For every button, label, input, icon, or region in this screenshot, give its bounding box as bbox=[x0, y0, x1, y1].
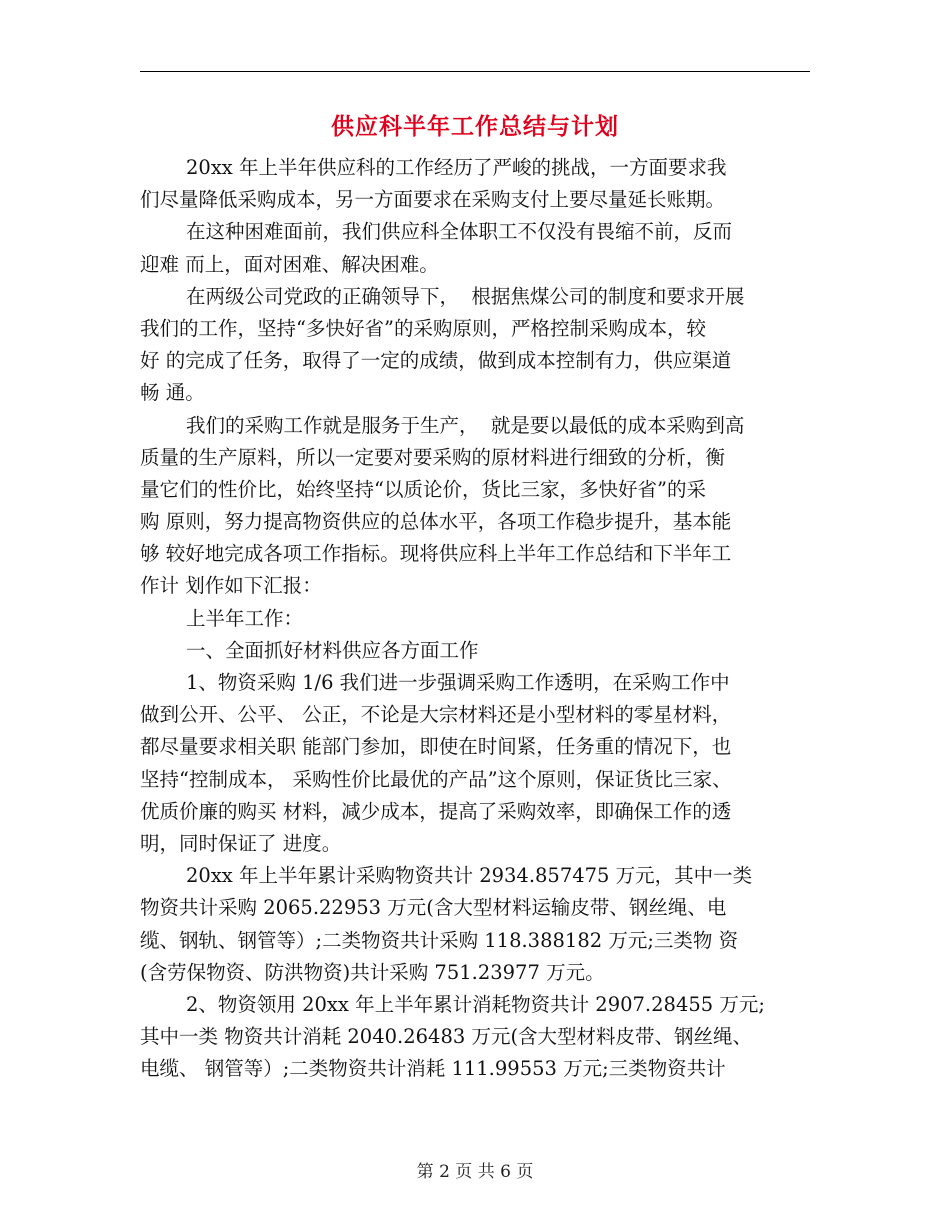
text-line: 20xx 年上半年累计采购物资共计 2934.857475 万元，其中一类 bbox=[186, 864, 753, 888]
text-line: 上半年工作： bbox=[186, 606, 304, 630]
text-line: 们尽量降低采购成本，另一方面要求在采购支付上要尽量延长账期。 bbox=[140, 188, 726, 212]
text-line: 做到公开、公平、 公正，不论是大宗材料还是小型材料的零星材料， bbox=[140, 703, 732, 727]
document-body bbox=[140, 152, 820, 1085]
text-line: 好 的完成了任务，取得了一定的成绩，做到成本控制有力，供应渠道 bbox=[140, 349, 732, 373]
text-line: 2、物资领用 20xx 年上半年累计消耗物资共计 2907.28455 万元; bbox=[186, 992, 765, 1016]
text-line: 坚持“控制成本， 采购性价比最优的产品”这个原则，保证货比三家、 bbox=[140, 767, 732, 791]
text-line: 我们的采购工作就是服务于生产， 就是要以最低的成本采购到高 bbox=[186, 413, 745, 437]
text-line: 明，同时保证了 进度。 bbox=[140, 831, 342, 855]
document-title: 供应科半年工作总结与计划 bbox=[331, 113, 619, 140]
text-line: 够 较好地完成各项工作指标。现将供应科上半年工作总结和下半年工 bbox=[140, 542, 732, 566]
text-line: 质量的生产原料，所以一定要对要采购的原材料进行细致的分析，衡 bbox=[140, 445, 726, 469]
text-line: 都尽量要求相关职 能部门参加，即使在时间紧，任务重的情况下，也 bbox=[140, 735, 732, 759]
text-line: 电缆、 钢管等）;二类物资共计消耗 111.99553 万元;三类物资共计 bbox=[140, 1057, 726, 1081]
page-number: 第 2 页 共 6 页 bbox=[416, 1162, 534, 1182]
text-line: 在两级公司党政的正确领导下， 根据焦煤公司的制度和要求开展 bbox=[186, 284, 745, 308]
text-line: 量它们的性价比，始终坚持“以质论价，货比三家，多快好省”的采 bbox=[140, 477, 706, 501]
text-line: (含劳保物资、防洪物资)共计采购 751.23977 万元。 bbox=[140, 960, 605, 984]
text-line: 20xx 年上半年供应科的工作经历了严峻的挑战，一方面要求我 bbox=[186, 156, 727, 179]
text-line: 我们的工作，坚持“多快好省”的采购原则，严格控制采购成本，较 bbox=[140, 316, 706, 340]
text-line: 在这种困难面前，我们供应科全体职工不仅没有畏缩不前，反而 bbox=[186, 220, 733, 244]
text-line: 物资共计采购 2065.22953 万元(含大型材料运输皮带、钢丝绳、电 bbox=[140, 896, 727, 920]
text-line: 其中一类 物资共计消耗 2040.26483 万元(含大型材料皮带、钢丝绳、 bbox=[140, 1025, 753, 1049]
text-line: 购 原则，努力提高物资供应的总体水平，各项工作稳步提升，基本能 bbox=[140, 510, 732, 534]
text-line: 畅 通。 bbox=[140, 381, 205, 405]
text-line: 迎难 而上，面对困难、解决困难。 bbox=[140, 252, 439, 276]
text-line: 1、物资采购 1/6 我们进一步强调采购工作透明，在采购工作中 bbox=[186, 671, 730, 694]
text-line: 缆、钢轨、钢管等）;二类物资共计采购 118.388182 万元;三类物 资 bbox=[140, 928, 739, 952]
text-line: 一、全面抓好材料供应各方面工作 bbox=[186, 638, 479, 662]
text-line: 优质价廉的购买 材料，减少成本，提高了采购效率，即确保工作的透 bbox=[140, 799, 732, 823]
header-rule bbox=[140, 71, 810, 72]
text-line: 作计 划作如下汇报： bbox=[140, 574, 322, 598]
